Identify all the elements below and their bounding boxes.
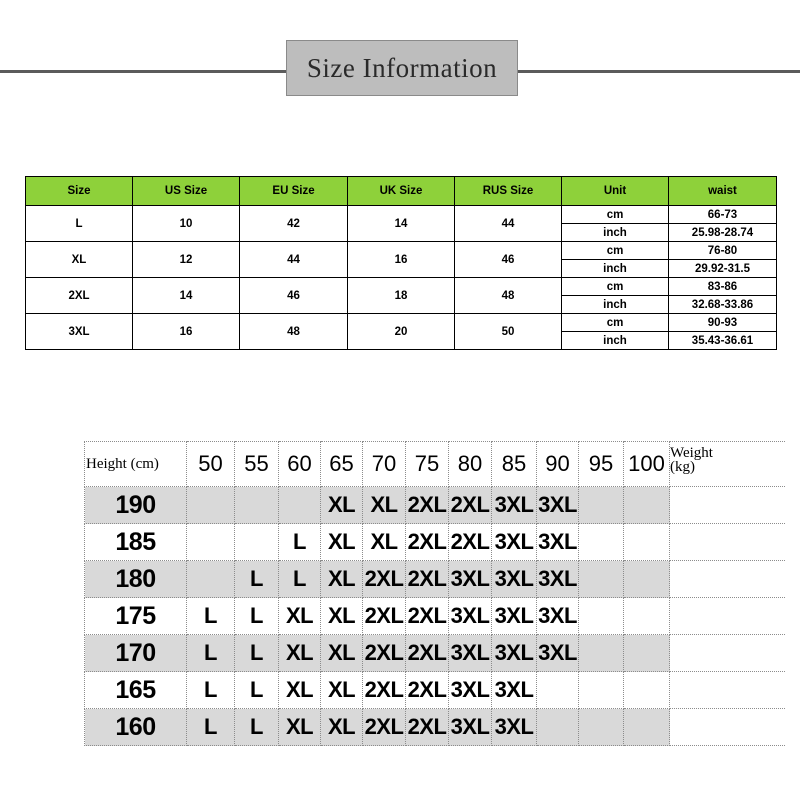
size-cell: 2XL: [26, 278, 133, 314]
height-cell: 170: [85, 635, 187, 672]
height-row: [85, 709, 785, 746]
size-table-header: UK Size: [348, 177, 455, 206]
size-recommendation-cell: 3XL: [492, 709, 537, 746]
rus-size-cell: 48: [455, 278, 562, 314]
waist-cell: 83-86: [669, 278, 777, 296]
size-table-header: RUS Size: [455, 177, 562, 206]
size-recommendation-cell: 3XL: [492, 487, 537, 524]
eu-size-cell: 42: [240, 206, 348, 242]
size-recommendation-cell: XL: [321, 635, 363, 672]
waist-cell: 25.98-28.74: [669, 224, 777, 242]
height-row: [85, 524, 785, 561]
table-row: [26, 314, 777, 332]
trailing-cell: [670, 561, 785, 598]
size-recommendation-cell: XL: [279, 635, 321, 672]
size-recommendation-cell: 3XL: [492, 672, 537, 709]
size-recommendation-cell: L: [279, 524, 321, 561]
size-recommendation-cell: 2XL: [363, 709, 406, 746]
size-recommendation-cell: [579, 598, 624, 635]
size-recommendation-cell: 3XL: [537, 487, 579, 524]
unit-cell: inch: [562, 296, 669, 314]
height-cell: 175: [85, 598, 187, 635]
size-recommendation-cell: 2XL: [406, 598, 449, 635]
size-recommendation-cell: 3XL: [449, 635, 492, 672]
us-size-cell: 16: [133, 314, 240, 350]
size-recommendation-cell: 2XL: [406, 672, 449, 709]
size-table-header: US Size: [133, 177, 240, 206]
size-recommendation-cell: 2XL: [363, 561, 406, 598]
trailing-cell: [670, 635, 785, 672]
size-recommendation-cell: L: [187, 672, 235, 709]
trailing-cell: [670, 672, 785, 709]
weight-header: 50: [187, 442, 235, 487]
eu-size-cell: 46: [240, 278, 348, 314]
size-table-header: waist: [669, 177, 777, 206]
waist-cell: 35.43-36.61: [669, 332, 777, 350]
size-recommendation-cell: 2XL: [363, 635, 406, 672]
waist-cell: 32.68-33.86: [669, 296, 777, 314]
uk-size-cell: 20: [348, 314, 455, 350]
us-size-cell: 12: [133, 242, 240, 278]
size-recommendation-cell: [579, 524, 624, 561]
height-row: [85, 561, 785, 598]
height-row: [85, 635, 785, 672]
size-recommendation-cell: 2XL: [449, 524, 492, 561]
waist-cell: 66-73: [669, 206, 777, 224]
size-table-header: EU Size: [240, 177, 348, 206]
unit-cell: cm: [562, 278, 669, 296]
weight-label: [670, 442, 785, 487]
unit-cell: inch: [562, 332, 669, 350]
size-recommendation-cell: [579, 672, 624, 709]
size-recommendation-cell: XL: [279, 709, 321, 746]
height-label: Height (cm): [85, 442, 187, 487]
size-recommendation-cell: L: [235, 709, 279, 746]
table-row: [26, 206, 777, 224]
height-weight-table: [84, 441, 785, 746]
size-recommendation-cell: XL: [363, 524, 406, 561]
size-recommendation-cell: [624, 487, 670, 524]
size-recommendation-cell: [235, 524, 279, 561]
size-cell: 3XL: [26, 314, 133, 350]
size-recommendation-cell: 3XL: [449, 561, 492, 598]
trailing-cell: [670, 709, 785, 746]
height-cell: 165: [85, 672, 187, 709]
size-cell: XL: [26, 242, 133, 278]
size-recommendation-cell: 3XL: [537, 598, 579, 635]
size-recommendation-cell: [624, 598, 670, 635]
size-recommendation-cell: L: [279, 561, 321, 598]
eu-size-cell: 48: [240, 314, 348, 350]
size-recommendation-cell: 3XL: [492, 598, 537, 635]
size-recommendation-cell: [279, 487, 321, 524]
size-recommendation-cell: [624, 635, 670, 672]
trailing-cell: [670, 524, 785, 561]
weight-header: 65: [321, 442, 363, 487]
size-recommendation-cell: 2XL: [406, 561, 449, 598]
weight-header: 90: [537, 442, 579, 487]
waist-cell: 76-80: [669, 242, 777, 260]
size-recommendation-cell: [579, 487, 624, 524]
unit-cell: inch: [562, 224, 669, 242]
eu-size-cell: 44: [240, 242, 348, 278]
unit-cell: inch: [562, 260, 669, 278]
size-recommendation-cell: 2XL: [449, 487, 492, 524]
unit-cell: cm: [562, 314, 669, 332]
unit-cell: cm: [562, 206, 669, 224]
size-recommendation-cell: L: [187, 598, 235, 635]
size-recommendation-cell: 2XL: [406, 524, 449, 561]
size-cell: L: [26, 206, 133, 242]
size-recommendation-cell: [624, 561, 670, 598]
height-cell: 185: [85, 524, 187, 561]
size-recommendation-cell: 3XL: [449, 672, 492, 709]
size-recommendation-cell: [235, 487, 279, 524]
size-recommendation-cell: L: [235, 598, 279, 635]
uk-size-cell: 18: [348, 278, 455, 314]
waist-cell: 29.92-31.5: [669, 260, 777, 278]
height-cell: 180: [85, 561, 187, 598]
size-recommendation-cell: [579, 561, 624, 598]
size-recommendation-cell: XL: [321, 598, 363, 635]
rus-size-cell: 50: [455, 314, 562, 350]
weight-header: 75: [406, 442, 449, 487]
size-recommendation-cell: [624, 524, 670, 561]
weight-label-unit: (kg): [670, 459, 695, 475]
size-recommendation-cell: 3XL: [492, 561, 537, 598]
weight-header: 85: [492, 442, 537, 487]
size-chart-table: [25, 176, 777, 350]
us-size-cell: 14: [133, 278, 240, 314]
trailing-cell: [670, 487, 785, 524]
size-table-header: Unit: [562, 177, 669, 206]
size-recommendation-cell: [624, 672, 670, 709]
unit-cell: cm: [562, 242, 669, 260]
size-recommendation-cell: L: [235, 672, 279, 709]
size-table-header: Size: [26, 177, 133, 206]
size-recommendation-cell: XL: [321, 561, 363, 598]
size-recommendation-cell: L: [187, 635, 235, 672]
weight-header: 60: [279, 442, 321, 487]
size-recommendation-cell: [537, 709, 579, 746]
size-recommendation-cell: [187, 524, 235, 561]
rus-size-cell: 46: [455, 242, 562, 278]
weight-header: 70: [363, 442, 406, 487]
size-recommendation-cell: L: [235, 561, 279, 598]
size-recommendation-cell: XL: [279, 672, 321, 709]
weight-header: 100: [624, 442, 670, 487]
size-recommendation-cell: [624, 709, 670, 746]
size-recommendation-cell: 3XL: [537, 561, 579, 598]
size-recommendation-cell: [187, 487, 235, 524]
table-row: [26, 278, 777, 296]
weight-header-row: [85, 442, 785, 487]
weight-header: 80: [449, 442, 492, 487]
trailing-cell: [670, 598, 785, 635]
size-recommendation-cell: XL: [321, 672, 363, 709]
size-recommendation-cell: XL: [279, 598, 321, 635]
height-row: [85, 598, 785, 635]
size-table-header-row: [26, 177, 777, 206]
size-recommendation-cell: XL: [363, 487, 406, 524]
size-recommendation-cell: L: [235, 635, 279, 672]
size-recommendation-cell: 3XL: [537, 635, 579, 672]
size-recommendation-cell: XL: [321, 524, 363, 561]
height-row: [85, 672, 785, 709]
size-recommendation-cell: 2XL: [363, 672, 406, 709]
size-recommendation-cell: XL: [321, 709, 363, 746]
size-recommendation-cell: [579, 709, 624, 746]
size-recommendation-cell: 3XL: [492, 524, 537, 561]
height-cell: 160: [85, 709, 187, 746]
page-title: Size Information: [286, 40, 518, 96]
waist-cell: 90-93: [669, 314, 777, 332]
rus-size-cell: 44: [455, 206, 562, 242]
uk-size-cell: 16: [348, 242, 455, 278]
size-recommendation-cell: 2XL: [406, 709, 449, 746]
height-row: [85, 487, 785, 524]
size-recommendation-cell: 2XL: [363, 598, 406, 635]
us-size-cell: 10: [133, 206, 240, 242]
weight-header: 55: [235, 442, 279, 487]
size-recommendation-cell: 3XL: [449, 709, 492, 746]
size-recommendation-cell: [537, 672, 579, 709]
size-recommendation-cell: L: [187, 709, 235, 746]
size-recommendation-cell: 3XL: [537, 524, 579, 561]
table-row: [26, 242, 777, 260]
weight-header: 95: [579, 442, 624, 487]
size-recommendation-cell: XL: [321, 487, 363, 524]
height-cell: 190: [85, 487, 187, 524]
size-recommendation-cell: 3XL: [449, 598, 492, 635]
weight-label-line: Weight: [670, 445, 713, 461]
size-recommendation-cell: 2XL: [406, 487, 449, 524]
size-recommendation-cell: 2XL: [406, 635, 449, 672]
uk-size-cell: 14: [348, 206, 455, 242]
size-recommendation-cell: 3XL: [492, 635, 537, 672]
size-recommendation-cell: [579, 635, 624, 672]
size-recommendation-cell: [187, 561, 235, 598]
